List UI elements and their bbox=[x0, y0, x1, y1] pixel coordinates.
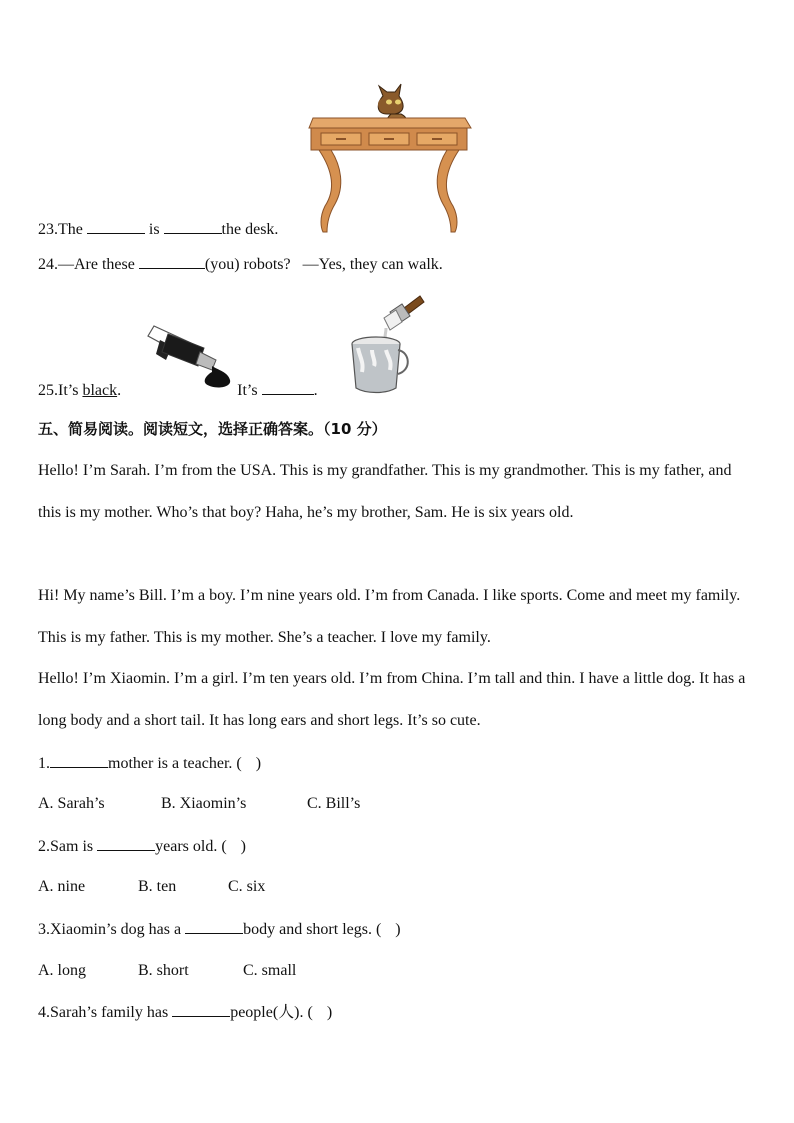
rq2-text: years old. ( bbox=[155, 838, 227, 855]
q25-number: 25. bbox=[38, 382, 58, 399]
q24-text-1: —Are these bbox=[58, 256, 135, 273]
rq4-blank[interactable] bbox=[172, 1002, 230, 1017]
q25-underlined-word: black bbox=[82, 382, 118, 399]
reading-question-4 bbox=[38, 1002, 332, 1023]
q23-text-3: the desk. bbox=[221, 221, 279, 238]
q25-text-1: It’s bbox=[58, 382, 79, 399]
rq2-option-a[interactable]: A. nine bbox=[38, 878, 86, 895]
rq3-text: body and short legs. ( bbox=[243, 921, 382, 938]
rq2-option-b[interactable]: B. ten bbox=[138, 878, 177, 895]
rq3-blank[interactable] bbox=[185, 919, 243, 934]
question-25 bbox=[38, 380, 318, 401]
q23-text-1: The bbox=[58, 221, 83, 238]
rq4-prefix: 4.Sarah’s family has bbox=[38, 1004, 169, 1021]
q25-blank[interactable] bbox=[262, 380, 314, 395]
rq3-option-b[interactable]: B. short bbox=[138, 962, 189, 979]
q23-blank-2[interactable] bbox=[164, 219, 222, 234]
rq3-paren-close: ) bbox=[395, 921, 401, 938]
question-24 bbox=[38, 254, 443, 275]
rq1-option-b[interactable]: B. Xiaomin’s bbox=[161, 795, 247, 812]
rq1-option-a[interactable]: A. Sarah’s bbox=[38, 795, 105, 812]
passage-xiaomin: Hello! I’m Xiaomin. I’m a girl. I’m ten years old. I’m from China. I’m tall and thin. I have a little dog. It has a long body and a short tail. It has long ears and short legs. It’s so cute. bbox=[38, 670, 746, 729]
rq3-option-c[interactable]: C. small bbox=[243, 962, 297, 979]
rq1-paren-close: ) bbox=[255, 755, 262, 772]
passage-bill: Hi! My name’s Bill. I’m a boy. I’m nine years old. I’m from Canada. I like sports. Come and meet my family. This is my father. This is my mother. She’s a teacher. I love my family. bbox=[38, 587, 741, 646]
rq4-text: people(人). ( bbox=[230, 1004, 313, 1021]
q23-number: 23. bbox=[38, 221, 58, 238]
passage-sarah: Hello! I’m Sarah. I’m from the USA. This is my grandfather. This is my grandmother. This is my father, and this is my mother. Who’s that boy? Haha, he’s my brother, Sam. He is six years old. bbox=[38, 462, 732, 521]
rq2-blank[interactable] bbox=[97, 836, 155, 851]
cat-on-desk-illustration bbox=[305, 78, 475, 238]
q24-number: 24. bbox=[38, 256, 58, 273]
rq4-paren-close: ) bbox=[326, 1004, 333, 1021]
rq2-option-c[interactable]: C. six bbox=[228, 878, 266, 895]
q23-blank-1[interactable] bbox=[87, 219, 145, 234]
rq3-option-a[interactable]: A. long bbox=[38, 962, 86, 979]
q25-text-period-1: . bbox=[117, 382, 122, 399]
reading-question-3 bbox=[38, 919, 401, 940]
rq2-prefix: 2.Sam is bbox=[38, 838, 94, 855]
question-23 bbox=[38, 219, 278, 240]
white-paint-bucket-illustration bbox=[346, 292, 430, 396]
q25-text-2: It’s bbox=[237, 382, 258, 399]
q24-text-3: —Yes, they can walk. bbox=[302, 256, 443, 273]
q25-text-period-2: . bbox=[313, 382, 318, 399]
rq2-paren-close: ) bbox=[240, 838, 246, 855]
q24-text-2: (you) robots? bbox=[204, 256, 291, 273]
rq3-prefix: 3.Xiaomin’s dog has a bbox=[38, 921, 182, 938]
rq1-blank[interactable] bbox=[50, 753, 108, 768]
reading-question-2 bbox=[38, 836, 246, 857]
reading-question-1 bbox=[38, 753, 261, 774]
q23-text-2: is bbox=[148, 221, 160, 238]
rq1-text: mother is a teacher. ( bbox=[108, 755, 242, 772]
q24-blank[interactable] bbox=[139, 254, 205, 269]
rq1-prefix: 1. bbox=[38, 755, 50, 772]
section-5-heading: 五、简易阅读。阅读短文，选择正确答案。（10 分） bbox=[38, 420, 387, 438]
rq1-option-c[interactable]: C. Bill’s bbox=[307, 795, 361, 812]
